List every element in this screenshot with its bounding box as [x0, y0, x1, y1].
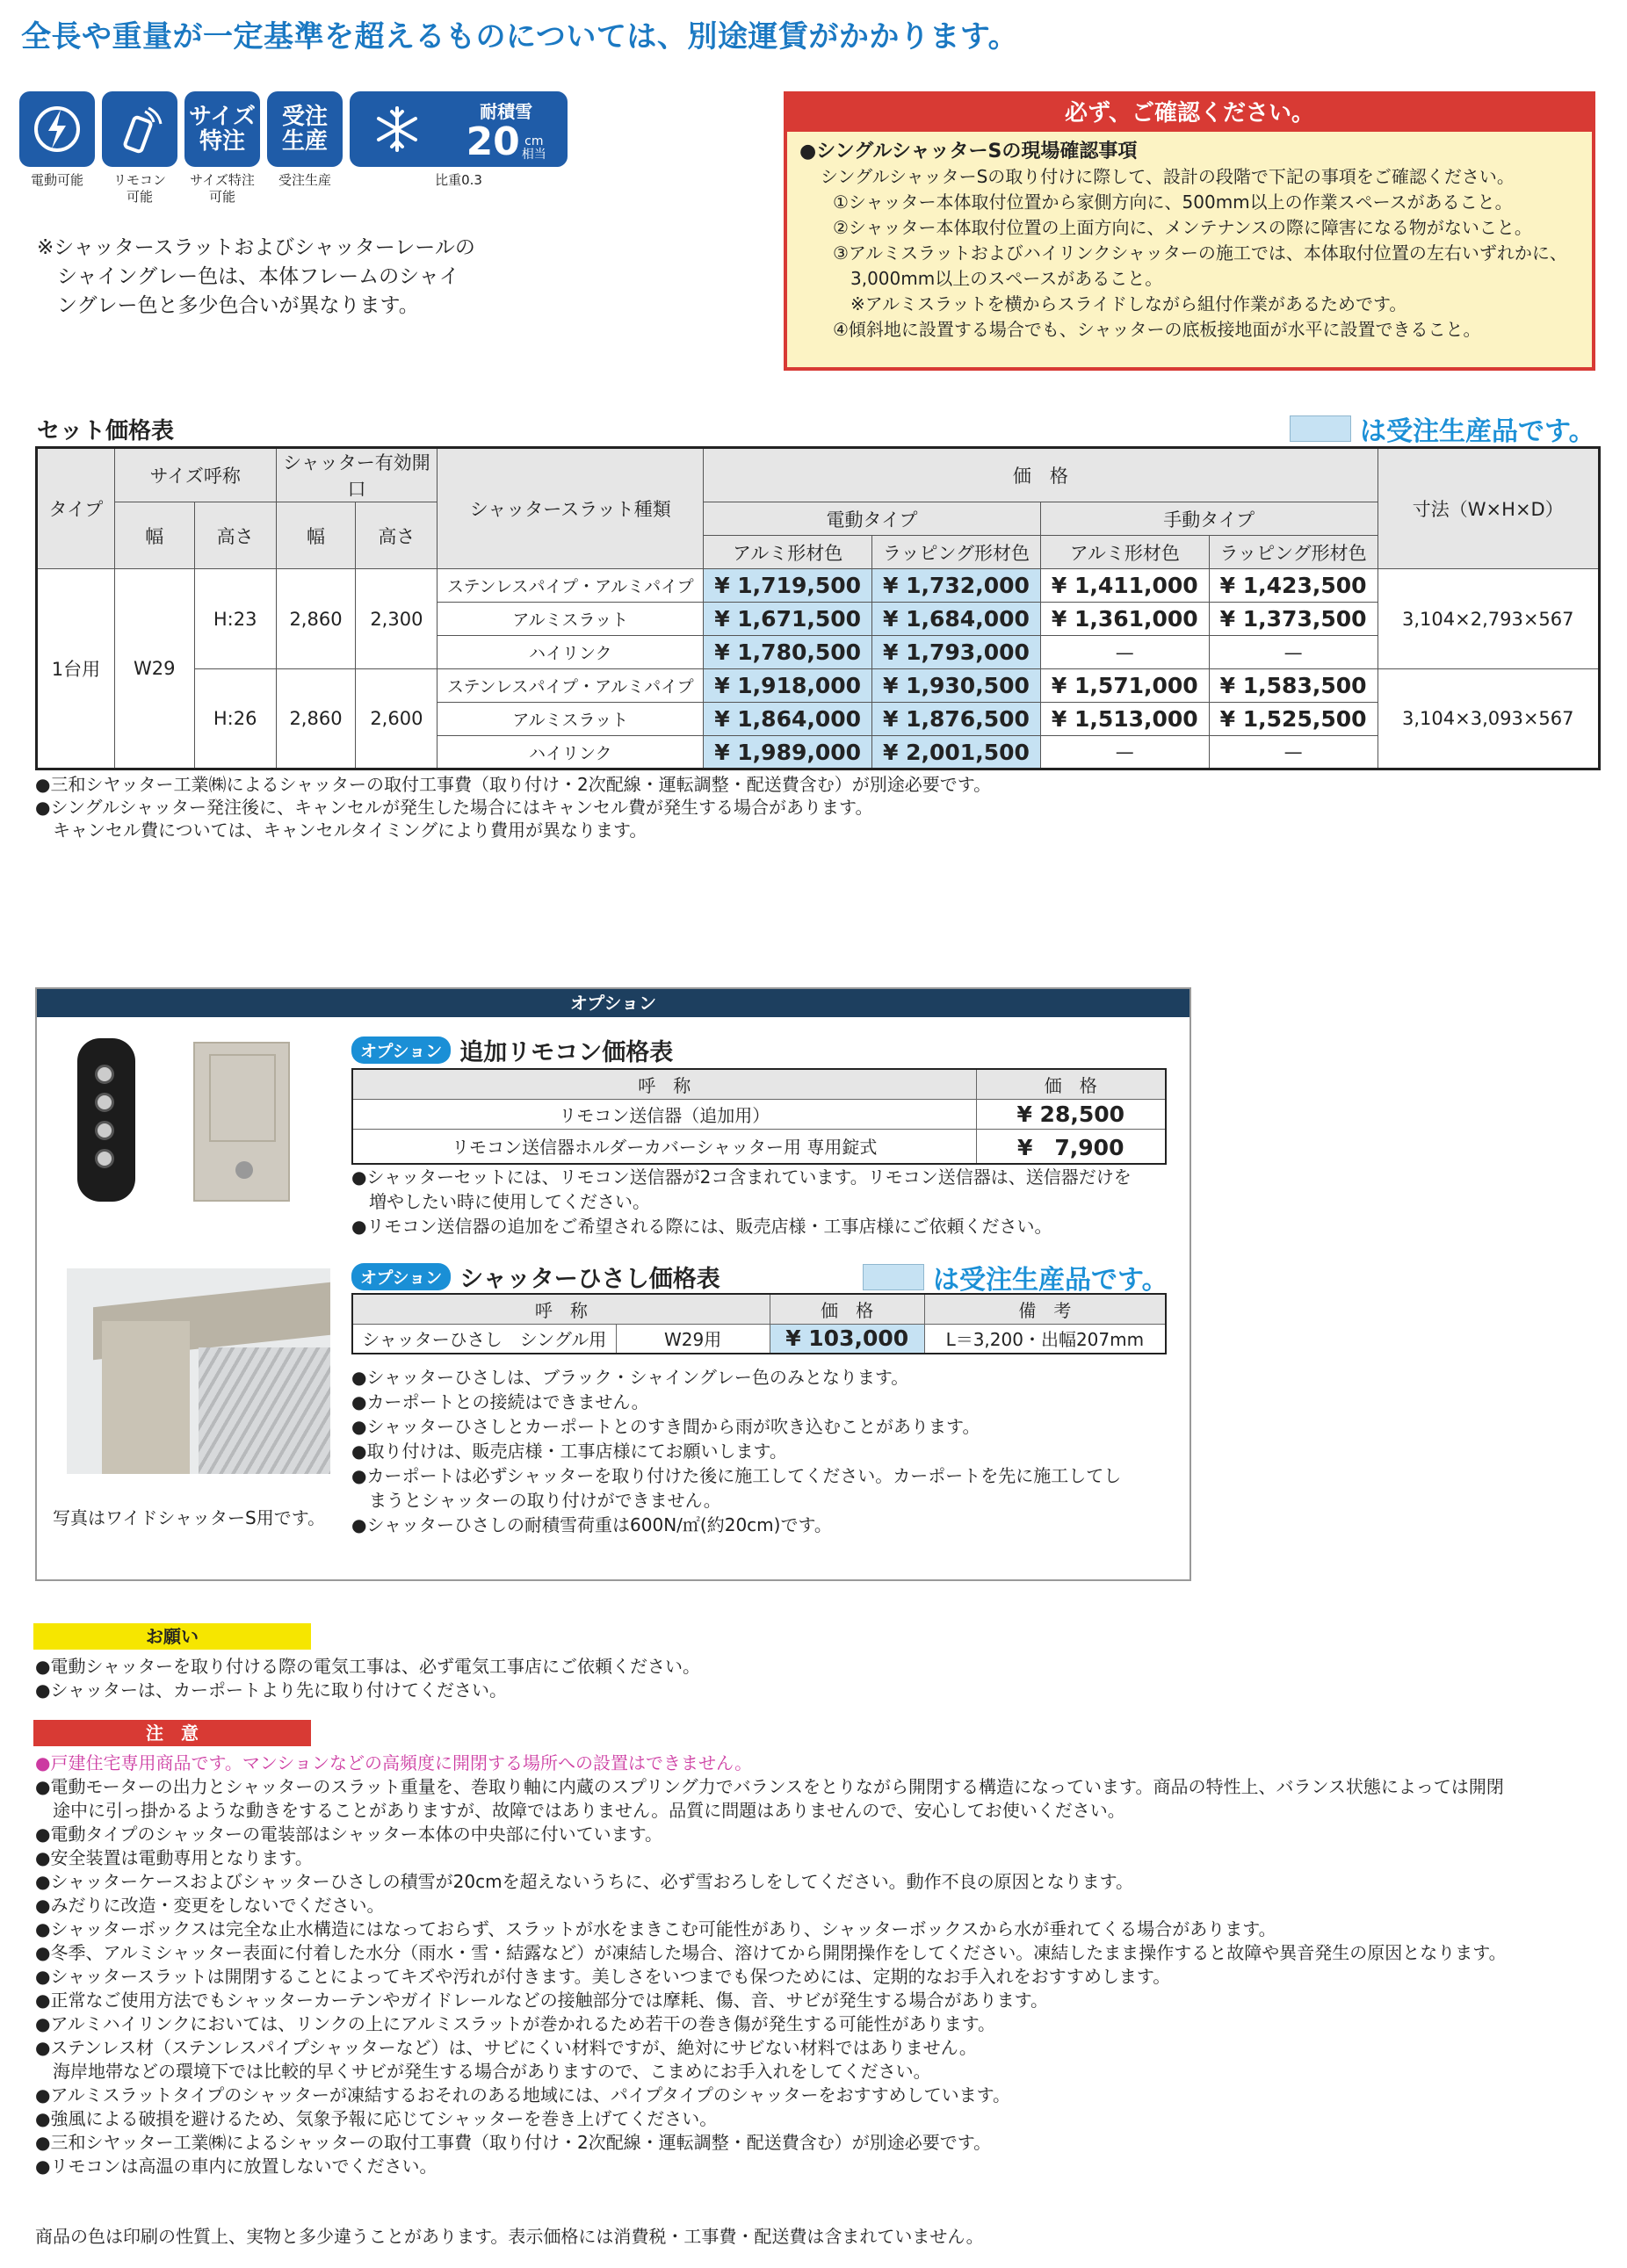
hisashi-notes [351, 1365, 1121, 1537]
price-cell: ¥ 28,500 [976, 1099, 1166, 1129]
list-item: 途中に引っ掛かるような動きをすることがありますが、故障ではありません。品質に問題はありませんので、安心してお使いください。 [35, 1800, 1125, 1821]
price-table-title: セット価格表 [37, 418, 175, 444]
icon-label: 生産 [281, 128, 328, 155]
note-line: ●取り付けは、販売店様・工事店様にてお願いします。 [351, 1441, 787, 1462]
price-cell: ¥ 1,571,000 [1040, 669, 1209, 703]
list-item: ●シャッターケースおよびシャッターひさしの積雪が20cmを超えないうちに、必ず雪おろしをしてください。動作不良の原因となります。 [35, 1871, 1133, 1892]
dim-cell: 3,104×2,793×567 [1378, 569, 1599, 669]
size-height-cell: H:23 [194, 569, 276, 669]
snow-unit: cm [524, 134, 544, 148]
remote-price-title: 追加リモコン価格表 [459, 1039, 674, 1066]
col-name: 呼 称 [352, 1294, 770, 1324]
list-item: ●電動タイプのシャッターの電装部はシャッター本体の中央部に付いています。 [35, 1824, 663, 1845]
mto-legend [1290, 409, 1595, 448]
mto-legend-text: は受注生産品です。 [933, 1265, 1168, 1296]
col-electric-wrap: ラッピング形材色 [872, 536, 1041, 569]
col-electric: 電動タイプ [704, 502, 1041, 536]
type-cell: 1台用 [37, 569, 115, 769]
slat-cell: ステンレスパイプ・アルミパイプ [437, 669, 704, 703]
confirm-line: ③アルミスラットおよびハイリンクシャッターの施工では、本体取付位置の左右いずれかに、 [833, 242, 1567, 264]
note-line: ●シャッターひさしは、ブラック・シャイングレー色のみとなります。 [351, 1367, 909, 1388]
slat-cell: ハイリンク [437, 736, 704, 769]
size-cell: W29用 [616, 1324, 770, 1354]
open-height-cell: 2,300 [356, 569, 437, 669]
remote-notes [351, 1165, 1132, 1239]
mto-legend-text: は受注生産品です。 [1360, 416, 1595, 447]
icon-label: サイズ [189, 104, 256, 130]
note-line: ●シングルシャッター発注後に、キャンセルが発生した場合にはキャンセル費が発生する場合があります。 [35, 797, 873, 818]
snowflake-icon [371, 103, 423, 155]
table-row [352, 1099, 1166, 1129]
made-to-order-badge [267, 91, 343, 167]
price-table [35, 446, 1601, 770]
price-cell: — [1209, 636, 1378, 669]
price-cell: — [1040, 636, 1209, 669]
note-line: ●リモコン送信器の追加をご希望される際には、販売店様・工事店様にご依頼ください。 [351, 1216, 1052, 1237]
note-line: ●カーポートとの接続はできません。 [351, 1391, 649, 1412]
confirm-line: ※アルミスラットを横からスライドしながら組付作業があるためです。 [833, 293, 1407, 314]
price-cell: ¥ 1,525,500 [1209, 703, 1378, 736]
remote-price-table [351, 1068, 1167, 1165]
list-item: ●安全装置は電動専用となります。 [35, 1847, 313, 1868]
list-item: ●アルミハイリンクにおいては、リンクの上にアルミスラットが巻かれるため若干の巻き傷が発生する可能性があります。 [35, 2013, 996, 2034]
col-manual-wrap: ラッピング形材色 [1209, 536, 1378, 569]
col-price: 価 格 [704, 448, 1378, 502]
list-item: 海岸地帯などの環境下では比較的早くサビが発生する場合がありますので、こまめにお手入れをしてください。 [35, 2061, 931, 2082]
price-cell: ¥ 1,411,000 [1040, 569, 1209, 603]
remote-feature [102, 91, 177, 206]
snow-feature [350, 91, 568, 206]
name-cell: シャッターひさし シングル用 [352, 1324, 616, 1354]
custom-size-badge [184, 91, 260, 167]
list-item: ●戸建住宅専用商品です。マンションなどの高頻度に開閉する場所への設置はできません。 [35, 1752, 753, 1773]
remote-photo [77, 1038, 135, 1202]
open-height-cell: 2,600 [356, 669, 437, 769]
snow-depth-value: 20 [466, 119, 520, 164]
price-cell: ¥ 1,876,500 [872, 703, 1041, 736]
onegai-label: お願い [33, 1623, 311, 1650]
table-row [352, 1324, 1166, 1354]
col-open-width: 幅 [276, 502, 356, 569]
name-cell: リモコン送信器（追加用） [352, 1099, 976, 1129]
price-cell: ¥ 1,989,000 [704, 736, 872, 769]
option-badge: オプション [351, 1036, 451, 1064]
electric-icon [19, 91, 95, 167]
confirm-title: 必ず、ご確認ください。 [787, 95, 1592, 132]
col-name: 呼 称 [352, 1069, 976, 1099]
list-item: ●みだりに改造・変更をしないでください。 [35, 1895, 385, 1916]
list-item: ●ステンレス材（ステンレスパイプシャッターなど）は、サビにくい材料ですが、絶対にサビない材料ではありません。 [35, 2037, 977, 2058]
note-line: 増やしたい時に使用してください。 [351, 1191, 650, 1212]
price-cell: ¥ 1,423,500 [1209, 569, 1378, 603]
col-electric-alumi: アルミ形材色 [704, 536, 872, 569]
confirm-line: シングルシャッターSの取り付けに際して、設計の段階で下記の事項をご確認ください。 [821, 166, 1515, 187]
icon-caption: 比重0.3 [435, 172, 482, 188]
hisashi-price-table [351, 1293, 1167, 1354]
col-slat: シャッタースラット種類 [437, 448, 704, 569]
list-item: ●強風による破損を避けるため、気象予報に応じてシャッターを巻き上げてください。 [35, 2108, 718, 2129]
confirm-box [784, 91, 1595, 371]
option-badge: オプション [351, 1263, 451, 1290]
icon-label: 耐積雪 [480, 100, 533, 122]
price-cell: ¥ 1,732,000 [872, 569, 1041, 603]
size-height-cell: H:26 [194, 669, 276, 769]
note-line: ●シャッターひさしとカーポートとのすき間から雨が吹き込むことがあります。 [351, 1416, 980, 1437]
price-cell: ¥ 1,361,000 [1040, 603, 1209, 636]
confirm-line: ④傾斜地に設置する場合でも、シャッターの底板接地面が水平に設置できること。 [833, 319, 1481, 340]
slat-cell: アルミスラット [437, 603, 704, 636]
icon-label: 受注 [281, 104, 328, 130]
list-item: ●リモコンは高温の車内に放置しないでください。 [35, 2156, 437, 2177]
price-cell: ¥ 1,684,000 [872, 603, 1041, 636]
col-dim: 寸法（W×H×D） [1378, 448, 1599, 569]
list-item: ●シャッターボックスは完全な止水構造にはなっておらず、スラットが水をまきこむ可能性があり、シャッターボックスから水が垂れてくる場合があります。 [35, 1918, 1276, 1939]
holder-cover-photo [193, 1042, 290, 1202]
price-cell: ¥ 1,793,000 [872, 636, 1041, 669]
confirm-line: ②シャッター本体取付位置の上面方向に、メンテナンスの際に障害になる物がないこと。 [833, 217, 1532, 238]
name-cell: リモコン送信器ホルダーカバーシャッター用 専用錠式 [352, 1129, 976, 1164]
col-price: 価 格 [976, 1069, 1166, 1099]
price-cell: ¥ 7,900 [976, 1129, 1166, 1164]
hisashi-price-title: シャッターひさし価格表 [459, 1266, 720, 1293]
icon-caption: サイズ特注 可能 [190, 172, 255, 205]
icon-caption: 電動可能 [30, 172, 83, 188]
custom-size-feature [184, 91, 260, 206]
note-line: ●三和シヤッター工業㈱によるシャッターの取付工事費（取り付け・2次配線・運転調整・配送費含む）が別途必要です。 [35, 774, 992, 795]
icon-caption: 受注生産 [278, 172, 331, 188]
col-open-height: 高さ [356, 502, 437, 569]
price-cell: ¥ 1,671,500 [704, 603, 872, 636]
col-size-height: 高さ [194, 502, 276, 569]
list-item: ●シャッタースラットは開閉することによってキズや汚れが付きます。美しさをいつまでも保つためには、定期的なお手入れをおすすめします。 [35, 1966, 1171, 1987]
price-cell: ¥ 1,780,500 [704, 636, 872, 669]
mto-swatch [1290, 415, 1351, 442]
snow-unit: 相当 [521, 147, 546, 162]
col-size-width: 幅 [114, 502, 194, 569]
confirm-line: 3,000mm以上のスペースがあること。 [833, 268, 1163, 289]
price-cell: ¥ 103,000 [770, 1324, 924, 1354]
note-line: ●シャッターセットには、リモコン送信器が2コ含まれています。リモコン送信器は、送信器だけを [351, 1167, 1132, 1188]
headline: 全長や重量が一定基準を超えるものについては、別途運賃がかかります。 [21, 19, 1019, 54]
list-item: ●電動シャッターを取り付ける際の電気工事は、必ず電気工事店にご依頼ください。 [35, 1656, 701, 1677]
snow-badge [350, 91, 568, 167]
note-cell: L＝3,200・出幅207mm [924, 1324, 1166, 1354]
list-item: ●電動モーターの出力とシャッターのスラット重量を、巻取り軸に内蔵のスプリング力でバランスをとりながら開閉する構造になっています。商品の特性上、バランス状態によっては開閉 [35, 1776, 1504, 1797]
photo-caption: 写真はワイドシャッターS用です。 [53, 1507, 326, 1528]
price-cell: — [1040, 736, 1209, 769]
price-cell: ¥ 1,864,000 [704, 703, 872, 736]
caution-label: 注 意 [33, 1720, 311, 1746]
price-cell: ¥ 1,583,500 [1209, 669, 1378, 703]
table-row [37, 669, 1600, 703]
price-cell: — [1209, 736, 1378, 769]
table-row [37, 569, 1600, 603]
option-header: オプション [37, 989, 1190, 1017]
dim-cell: 3,104×3,093×567 [1378, 669, 1599, 769]
col-manual-alumi: アルミ形材色 [1040, 536, 1209, 569]
col-manual: 手動タイプ [1040, 502, 1378, 536]
list-item: ●三和シヤッター工業㈱によるシャッターの取付工事費（取り付け・2次配線・運転調整・配送費含む）が別途必要です。 [35, 2132, 992, 2153]
price-cell: ¥ 1,373,500 [1209, 603, 1378, 636]
color-note: ※シャッタースラットおよびシャッターレールの シャイングレー色は、本体フレームのシャイ ングレー色と多少色合いが異なります。 [37, 236, 475, 317]
feature-icons [19, 91, 568, 206]
slat-cell: アルミスラット [437, 703, 704, 736]
remote-icon [102, 91, 177, 167]
list-item: ●アルミスラットタイプのシャッターが凍結するおそれのある地域には、パイプタイプのシャッターをおすすめしています。 [35, 2084, 1011, 2105]
col-opening: シャッター有効開口 [276, 448, 437, 502]
price-cell: ¥ 1,719,500 [704, 569, 872, 603]
made-to-order-feature [267, 91, 343, 206]
table-row [352, 1129, 1166, 1164]
price-cell: ¥ 2,001,500 [872, 736, 1041, 769]
icon-caption: リモコン 可能 [112, 172, 166, 205]
option-panel [35, 987, 1191, 1581]
col-note: 備 考 [924, 1294, 1166, 1324]
size-width-cell: W29 [114, 569, 194, 769]
open-width-cell: 2,860 [276, 669, 356, 769]
note-line: キャンセル費については、キャンセルタイミングにより費用が異なります。 [35, 820, 647, 841]
list-item: ●正常なご使用方法でもシャッターカーテンやガイドレールなどの接触部分では摩耗、傷、音、サビが発生する場合があります。 [35, 1990, 1049, 2011]
caution-list [35, 1752, 1608, 2178]
mto-swatch [863, 1264, 924, 1290]
price-cell: ¥ 1,513,000 [1040, 703, 1209, 736]
col-type: タイプ [37, 448, 115, 569]
col-size: サイズ呼称 [114, 448, 276, 502]
mto-legend [863, 1258, 1168, 1297]
slat-cell: ステンレスパイプ・アルミパイプ [437, 569, 704, 603]
col-price: 価 格 [770, 1294, 924, 1324]
slat-cell: ハイリンク [437, 636, 704, 669]
icon-label: 特注 [199, 128, 245, 155]
price-table-notes [35, 773, 991, 841]
footer-note: 商品の色は印刷の性質上、実物と多少違うことがあります。表示価格には消費税・工事費・配送費は含まれていません。 [35, 2226, 984, 2247]
onegai-list [35, 1655, 700, 1702]
list-item: ●冬季、アルミシャッター表面に付着した水分（雨水・雪・結露など）が凍結した場合、溶けてから開閉操作をしてください。凍結したまま操作すると故障や異音発生の原因となります。 [35, 1942, 1507, 1963]
note-line: まうとシャッターの取り付けができません。 [351, 1490, 721, 1511]
note-line: ●シャッターひさしの耐積雪荷重は600N/㎡(約20cm)です。 [351, 1514, 832, 1535]
confirm-line: ①シャッター本体取付位置から家側方向に、500mm以上の作業スペースがあること。 [833, 191, 1513, 213]
open-width-cell: 2,860 [276, 569, 356, 669]
list-item: ●シャッターは、カーポートより先に取り付けてください。 [35, 1679, 508, 1701]
electric-feature [19, 91, 95, 206]
price-cell: ¥ 1,918,000 [704, 669, 872, 703]
note-line: ●カーポートは必ずシャッターを取り付けた後に施工してください。カーポートを先に施工してし [351, 1465, 1122, 1486]
price-cell: ¥ 1,930,500 [872, 669, 1041, 703]
hisashi-photo [67, 1268, 330, 1474]
confirm-heading: ●シングルシャッターSの現場確認事項 [799, 141, 1138, 163]
